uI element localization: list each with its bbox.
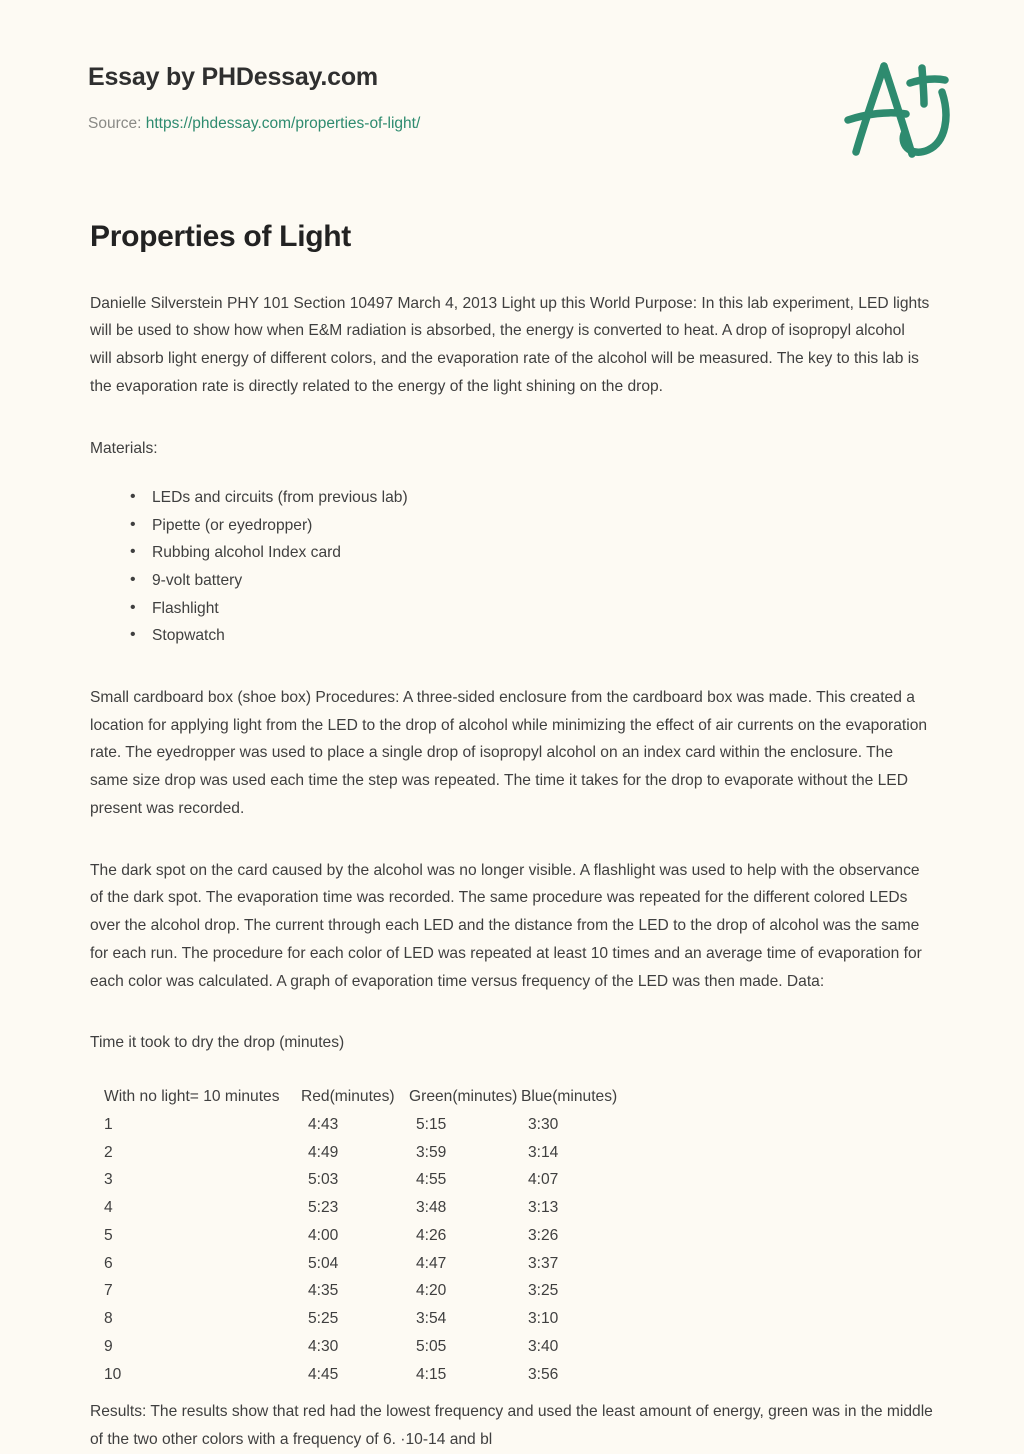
cell-blue: 3:13 — [528, 1199, 559, 1217]
list-item: • 9-volt battery — [152, 567, 960, 595]
cell-blue: 3:37 — [528, 1254, 559, 1272]
results-paragraph: Results: The results show that red had the lowest frequency and used the least amount of energy, green was in the middle of the two other colors with a frequency of 6. ·10-14 and bl — [90, 1403, 933, 1449]
materials-list — [90, 484, 960, 650]
cell-trial: 2 — [104, 1143, 113, 1161]
cell-blue: 3:56 — [528, 1365, 559, 1383]
table-row — [90, 1194, 630, 1222]
cell-green: 5:15 — [416, 1115, 447, 1133]
cell-trial: 6 — [104, 1254, 113, 1272]
article-body — [0, 218, 1024, 1454]
intro-paragraph: Danielle Silverstein PHY 101 Section 10497 March 4, 2013 Light up this World Purpose: In this lab experiment, LED lights will be used to show how when E&M radiation is absorbed, the energy is converted to heat. A drop of isopropyl alcohol will absorb light energy of different colors, and the evaporation rate of the alcohol will be measured. The key to this lab is the evaporation rate is directly related to the energy of the light shining on the drop. — [90, 294, 930, 395]
cell-blue: 4:07 — [528, 1171, 559, 1189]
cell-trial: 5 — [104, 1226, 113, 1244]
source-label: Source: — [88, 115, 142, 132]
cell-blue: 3:10 — [528, 1310, 559, 1328]
cell-trial: 4 — [104, 1199, 113, 1217]
cell-green: 3:54 — [416, 1310, 447, 1328]
cell-green: 4:20 — [416, 1282, 447, 1300]
cell-trial: 8 — [104, 1310, 113, 1328]
cell-red: 4:45 — [308, 1365, 339, 1383]
cell-red: 4:00 — [308, 1226, 339, 1244]
page-title: Properties of Light — [90, 220, 351, 253]
site-header — [0, 0, 1024, 170]
list-item: • Flashlight — [152, 595, 960, 623]
cell-green: 3:59 — [416, 1143, 447, 1161]
list-item: • LEDs and circuits (from previous lab) — [152, 484, 960, 512]
table-row — [90, 1250, 630, 1278]
cell-green: 4:47 — [416, 1254, 447, 1272]
table-row — [90, 1277, 630, 1305]
table-row — [90, 1111, 630, 1139]
cell-trial: 10 — [104, 1365, 122, 1383]
cell-blue: 3:14 — [528, 1143, 559, 1161]
cell-red: 4:35 — [308, 1282, 339, 1300]
cell-green: 4:55 — [416, 1171, 447, 1189]
a-plus-logo-icon — [838, 52, 968, 172]
table-row — [90, 1222, 630, 1250]
cell-green: 5:05 — [416, 1337, 447, 1355]
cell-red: 5:04 — [308, 1254, 339, 1272]
cell-blue: 3:26 — [528, 1226, 559, 1244]
cell-trial: 3 — [104, 1171, 113, 1189]
table-row — [90, 1361, 630, 1389]
cell-blue: 3:30 — [528, 1115, 559, 1133]
cell-blue: 3:40 — [528, 1337, 559, 1355]
procedures-paragraph: Small cardboard box (shoe box) Procedures: A three-sided enclosure from the cardboard box was made. This created a location for applying light from the LED to the drop of alcohol while minimizing the effect of air currents on the evaporation rate. The eyedropper was used to place a single drop of isopropyl alcohol on an index card within the enclosure. The same size drop was used each time the step was repeated. The time it takes for the drop to evaporate without the LED present was recorded. — [90, 688, 928, 817]
column-header-blue: Blue(minutes) — [521, 1088, 618, 1106]
table-row — [90, 1166, 630, 1194]
cell-trial: 7 — [104, 1282, 113, 1300]
list-item: • Pipette (or eyedropper) — [152, 512, 960, 540]
cell-green: 3:48 — [416, 1199, 447, 1217]
observations-paragraph: The dark spot on the card caused by the alcohol was no longer visible. A flashlight was used to help with the observance of the dark spot. The evaporation time was recorded. The same procedure was repeated for the different colored LEDs over the alcohol drop. The current through each LED and the distance from the LED to the drop of alcohol was the same for each run. The procedure for each color of LED was repeated at least 10 times and an average time of evaporation for each color was calculated. A graph of evaporation time versus frequency of the LED was then made. Data: — [90, 861, 922, 990]
brand-title: Essay by PHDessay.com — [88, 63, 378, 91]
cell-blue: 3:25 — [528, 1282, 559, 1300]
source-line — [88, 114, 964, 134]
column-header-no-light: With no light= 10 minutes — [104, 1088, 280, 1106]
table-row — [90, 1305, 630, 1333]
cell-red: 4:49 — [308, 1143, 339, 1161]
data-caption: Time it took to dry the drop (minutes) — [90, 1034, 345, 1052]
cell-green: 4:15 — [416, 1365, 447, 1383]
evaporation-data-table — [90, 1083, 630, 1388]
cell-trial: 1 — [104, 1115, 113, 1133]
column-header-red: Red(minutes) — [301, 1088, 395, 1106]
materials-heading: Materials: — [90, 439, 158, 457]
cell-red: 5:03 — [308, 1171, 339, 1189]
column-header-green: Green(minutes) — [409, 1088, 518, 1106]
cell-trial: 9 — [104, 1337, 113, 1355]
cell-red: 4:30 — [308, 1337, 339, 1355]
table-row — [90, 1333, 630, 1361]
cell-red: 5:23 — [308, 1199, 339, 1217]
source-url-link[interactable]: https://phdessay.com/properties-of-light/ — [145, 115, 421, 132]
cell-red: 4:43 — [308, 1115, 339, 1133]
list-item: • Stopwatch — [152, 622, 960, 650]
cell-red: 5:25 — [308, 1310, 339, 1328]
list-item: • Rubbing alcohol Index card — [152, 539, 960, 567]
cell-green: 4:26 — [416, 1226, 447, 1244]
table-header-row — [90, 1083, 630, 1111]
table-row — [90, 1139, 630, 1167]
